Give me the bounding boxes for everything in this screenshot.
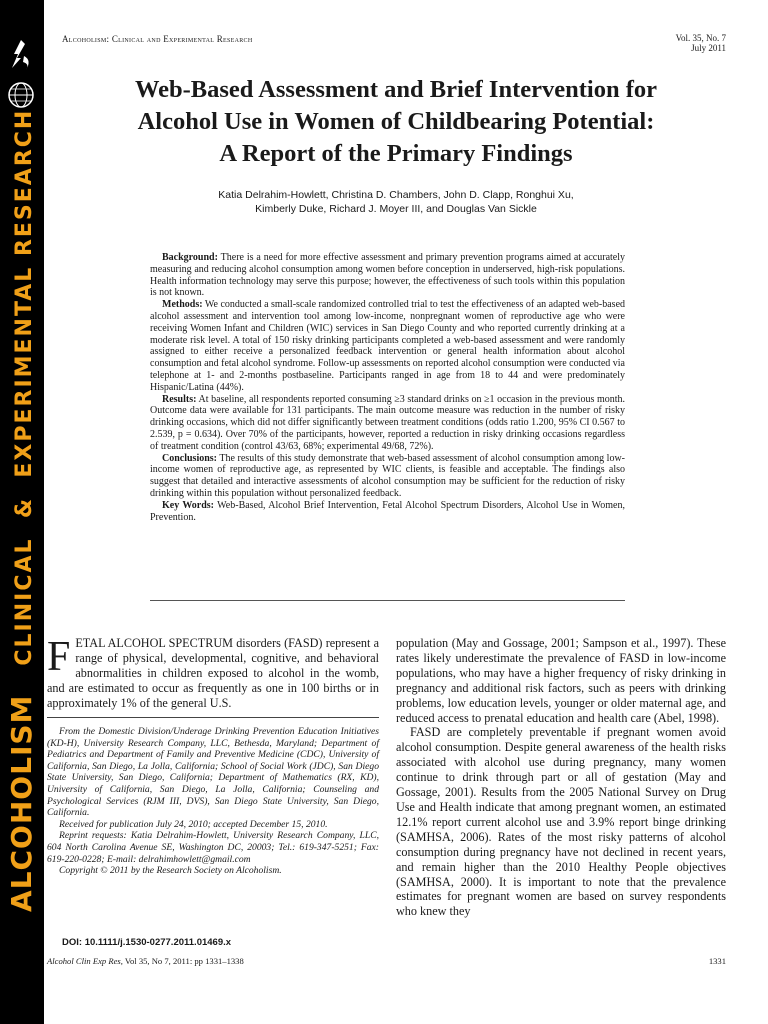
abstract-background: Background: There is a need for more effective assessment and primary prevention programs aimed at accurately measuring and reducing alcohol consumption among women before conception in underserved, high-risk populations. Health information technology may serve this purpose; however, the effectiveness of such tools within this population is not known. [150,252,625,299]
reprint-requests: Reprint requests: Katia Delrahim-Howlett, University Research Company, LLC, 604 North Carolina Avenue SE, Washington DC, 20003; Tel.: 619-347-5251; Fax: 619-220-0228; E-mail: delrahimhowlett@gmail.com [47,830,379,865]
section-label: Key Words: [162,499,215,511]
body-column-left [47,636,379,711]
journal-spine-title: ALCOHOLISM CLINICAL & EXPERIMENTAL RESEARCH [5,108,38,912]
body-paragraph: population (May and Gossage, 2001; Sampson et al., 1997). These rates likely underestimate the prevalence of FASD in low-income populations, who may have a higher frequency of risky drinking in pregnancy and additional risk factors, such as peers with drinking problems, low education levels, younger or older maternal age, and reduced access to prenatal education and health care (Abel, 1998). [396,636,726,725]
affiliation-footnote [47,726,379,877]
section-label: Background: [162,252,218,263]
copyright: Copyright © 2011 by the Research Society on Alcoholism. [59,865,282,877]
abstract-divider [150,600,625,601]
section-label: Methods: [162,299,203,311]
running-header: Alcoholism: Clinical and Experimental Research [62,34,253,44]
volume-number: Vol. 35, No. 7 [675,33,726,43]
intro-paragraph: FETAL ALCOHOL SPECTRUM disorders (FASD) represent a range of physical, developmental, cognitive, and behavioral abnormalities in children exposed to alcohol in the womb, and are estimated to occur as frequently as one in 100 births or in approximately 1% of the general U.S. [47,634,379,710]
drop-cap: F [47,634,71,680]
title-line: A Report of the Primary Findings [219,140,573,167]
section-label: Results: [162,393,197,405]
author-list [60,188,732,216]
doi: DOI: 10.1111/j.1530-0277.2011.01469.x [62,937,232,948]
received-date: Received for publication July 24, 2010; accepted December 15, 2010. [59,818,328,830]
article-title [60,74,732,170]
journal-abbrev: Alcohol Clin Exp Res [47,956,121,966]
authors-line: Kimberly Duke, Richard J. Moyer III, and Douglas Van Sickle [255,203,537,215]
title-line: Alcohol Use in Women of Childbearing Potential: [137,108,655,135]
abstract-methods: Methods: We conducted a small-scale randomized controlled trial to test the effectiveness of an adapted web-based alcohol assessment and intervention tool among low-income, nonpregnant women of reproductive age who were receiving Women Infant and Children (WIC) services in San Diego County and who reported currently drinking at a moderate risk level. A total of 150 risky drinking participants completed a web-based assessment and were randomly assigned to either receive a personalized feedback intervention or general health information about alcohol consumption and fetal alcohol syndrome. Follow-up assessments on reported alcohol consumption were conducted via telephone at 1- and 2-months postbaseline. Participants ranged in age from 18 to 44 and were predominately Hispanic/Latina (44%). [150,299,626,393]
abstract-results: Results: At baseline, all respondents reported consuming ≥3 standard drinks on ≥1 occasion in the previous month. Outcome data were available for 131 participants. The main outcome measure was reduction in the number of risky drinking occasions, which did not differ significantly between treatment conditions (odds ratio 1.200, 95% CI 0.567 to 2.539, p = 0.634). Over 70% of the participants, however, reported a reduction in risky drinking occasions regardless of treatment condition (control 43/63, 68%; experimental 49/68, 72%). [150,393,625,452]
journal-sidebar [0,0,44,1024]
section-label: Conclusions: [162,452,218,464]
citation: , Vol 35, No 7, 2011: pp 1331–1338 [120,956,244,966]
isbra-globe-icon [6,80,36,110]
footnote-divider [47,717,379,718]
abstract [150,252,625,523]
body-paragraph: FASD are completely preventable if pregnant women avoid alcohol consumption. Despite general awareness of the health risks associated with alcohol use during pregnancy, many women continue to drink through part or all of gestation (May and Gossage, 2001). Results from the 2005 National Survey on Drug Use and Health indicate that among pregnant women, an estimated 12.1% report current alcohol use and 3.9% report binge drinking (SAMHSA, 2006). Rates of the most risky patterns of alcohol consumption during pregnancy have not declined in recent years, and remain higher than the 2010 Healthy People objectives (SAMHSA, 2000). It is important to note that the prevalence estimates for pregnant women are based on survey respondents who knew they [396,725,726,919]
body-column-right [396,636,726,919]
volume-info [676,33,726,53]
page-number: 1331 [708,956,726,966]
authors-line: Katia Delrahim-Howlett, Christina D. Chambers, John D. Clapp, Ronghui Xu, [218,189,574,201]
rsa-logo-icon [6,38,36,74]
abstract-keywords: Key Words: Web-Based, Alcohol Brief Intervention, Fetal Alcohol Spectrum Disorders, Alcohol Use in Women, Prevention. [150,499,625,523]
running-footer [47,956,244,966]
title-line: Web-Based Assessment and Brief Intervention for [135,76,657,103]
issue-date: July 2011 [691,43,726,53]
abstract-conclusions: Conclusions: The results of this study demonstrate that web-based assessment of alcohol consumption among low-income women of reproductive age, as represented by WIC clients, is feasible and acceptable. The findings also suggest that detailed and interactive assessments of alcohol consumption may be sufficient for the reduction of risky drinking within this population without personalized feedback. [150,452,625,499]
affiliations: From the Domestic Division/Underage Drinking Prevention Education Initiatives (KD-H), University Research Company, LLC, Bethesda, Maryland; Department of Pediatrics and Department of Family and Preventive Medicine (CDC), University of California, San Diego, La Jolla, California; School of Social Work (JDC), San Diego State University, San Diego, California; Department of Mathematics (RX, KD), University of California, San Diego, La Jolla, California; Counseling and Psychological Services (RJM III, DVS), San Diego State University, San Diego, California. [47,726,379,819]
